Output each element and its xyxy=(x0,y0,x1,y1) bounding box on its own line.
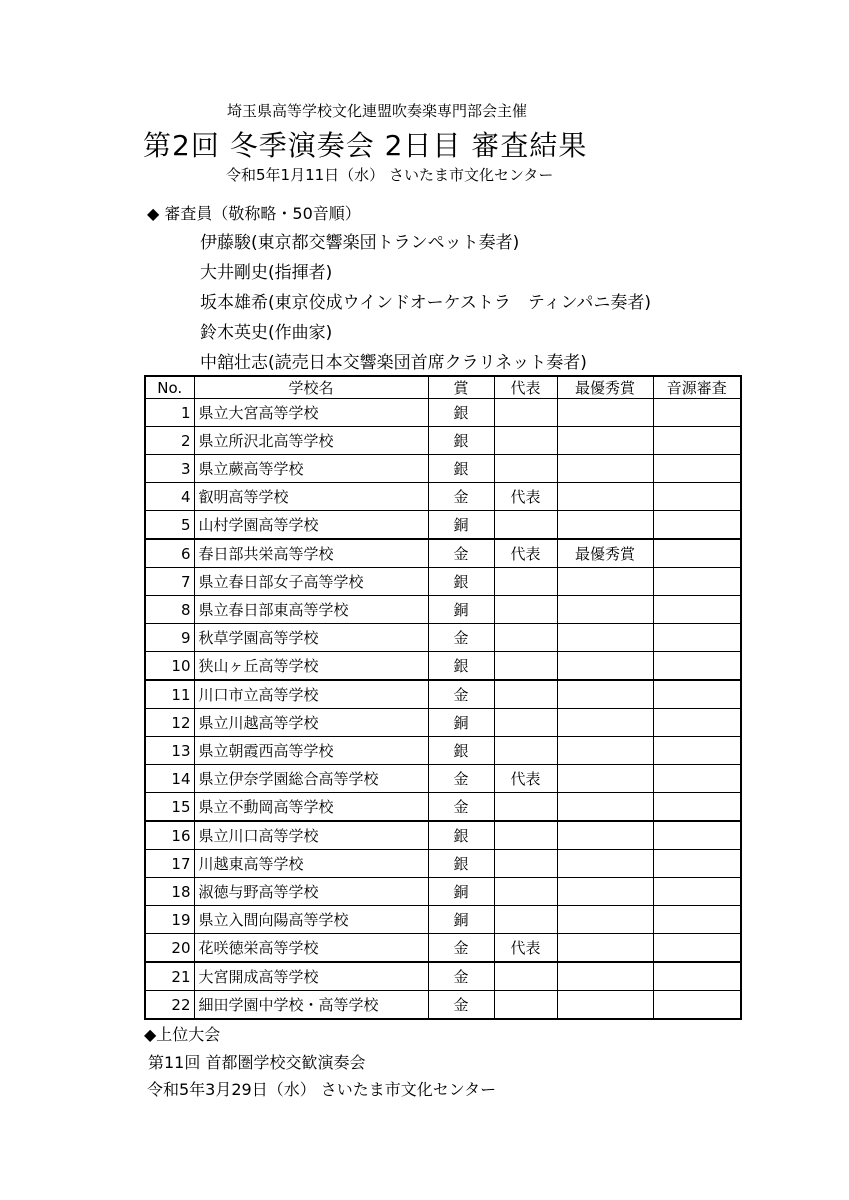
school-name: 県立入間向陽高等学校 xyxy=(194,906,428,934)
award-cell: 金 xyxy=(428,991,494,1020)
best-award-cell: 最優秀賞 xyxy=(557,539,653,568)
school-name: 細田学園中学校・高等学校 xyxy=(194,991,428,1020)
representative-cell xyxy=(494,962,557,991)
audio-review-cell xyxy=(653,511,741,540)
judge-item: 中舘壮志(読売日本交響楽団首席クラリネット奏者) xyxy=(200,353,587,373)
best-award-cell xyxy=(557,483,653,511)
award-cell: 銅 xyxy=(428,906,494,934)
best-award-cell xyxy=(557,427,653,455)
school-name: 県立不動岡高等学校 xyxy=(194,793,428,822)
best-award-cell xyxy=(557,568,653,596)
representative-cell: 代表 xyxy=(494,483,557,511)
page-title: 第2回 冬季演奏会 2日目 審査結果 xyxy=(143,129,588,162)
row-number: 14 xyxy=(145,765,194,793)
row-number: 21 xyxy=(145,962,194,991)
award-cell: 銅 xyxy=(428,511,494,540)
results-body xyxy=(145,399,741,1020)
best-award-cell xyxy=(557,596,653,624)
row-number: 12 xyxy=(145,709,194,737)
audio-review-cell xyxy=(653,991,741,1020)
award-cell: 金 xyxy=(428,793,494,822)
audio-review-cell xyxy=(653,596,741,624)
row-number: 5 xyxy=(145,511,194,540)
column-header-school: 学校名 xyxy=(194,376,428,399)
table-row xyxy=(145,483,741,511)
audio-review-cell xyxy=(653,793,741,822)
award-cell: 金 xyxy=(428,680,494,709)
audio-review-cell xyxy=(653,483,741,511)
row-number: 18 xyxy=(145,878,194,906)
table-row xyxy=(145,793,741,822)
row-number: 19 xyxy=(145,906,194,934)
award-cell: 金 xyxy=(428,765,494,793)
upper-contest-date-venue: 令和5年3月29日（水） さいたま市文化センター xyxy=(147,1080,497,1099)
best-award-cell xyxy=(557,652,653,681)
representative-cell xyxy=(494,737,557,765)
award-cell: 銀 xyxy=(428,568,494,596)
row-number: 4 xyxy=(145,483,194,511)
audio-review-cell xyxy=(653,765,741,793)
organizer-line: 埼玉県高等学校文化連盟吹奏楽専門部会主催 xyxy=(227,102,528,120)
audio-review-cell xyxy=(653,568,741,596)
audio-review-cell xyxy=(653,539,741,568)
best-award-cell xyxy=(557,991,653,1020)
best-award-cell xyxy=(557,765,653,793)
award-cell: 銀 xyxy=(428,455,494,483)
representative-cell xyxy=(494,652,557,681)
school-name: 県立川越高等学校 xyxy=(194,709,428,737)
audio-review-cell xyxy=(653,455,741,483)
best-award-cell xyxy=(557,680,653,709)
best-award-cell xyxy=(557,821,653,850)
award-cell: 銀 xyxy=(428,427,494,455)
representative-cell xyxy=(494,511,557,540)
award-cell: 銅 xyxy=(428,878,494,906)
row-number: 20 xyxy=(145,934,194,963)
best-award-cell xyxy=(557,399,653,427)
table-header-row xyxy=(145,376,741,399)
award-cell: 銀 xyxy=(428,850,494,878)
table-row xyxy=(145,624,741,652)
table-row xyxy=(145,906,741,934)
school-name: 山村学園高等学校 xyxy=(194,511,428,540)
judge-item: 伊藤駿(東京都交響楽団トランペット奏者) xyxy=(200,233,520,253)
representative-cell xyxy=(494,427,557,455)
best-award-cell xyxy=(557,906,653,934)
row-number: 8 xyxy=(145,596,194,624)
upper-contest-name: 第11回 首都圏学校交歓演奏会 xyxy=(148,1053,366,1072)
school-name: 淑徳与野高等学校 xyxy=(194,878,428,906)
award-cell: 金 xyxy=(428,962,494,991)
table-row xyxy=(145,427,741,455)
award-cell: 銀 xyxy=(428,821,494,850)
representative-cell xyxy=(494,399,557,427)
column-header-representative: 代表 xyxy=(494,376,557,399)
judge-item: 大井剛史(指揮者) xyxy=(200,263,333,283)
award-cell: 銅 xyxy=(428,596,494,624)
award-cell: 銀 xyxy=(428,737,494,765)
row-number: 22 xyxy=(145,991,194,1020)
column-header-audio: 音源審査 xyxy=(653,376,741,399)
representative-cell xyxy=(494,624,557,652)
table-row xyxy=(145,539,741,568)
school-name: 県立大宮高等学校 xyxy=(194,399,428,427)
award-cell: 銀 xyxy=(428,652,494,681)
school-name: 花咲徳栄高等学校 xyxy=(194,934,428,963)
audio-review-cell xyxy=(653,906,741,934)
representative-cell xyxy=(494,709,557,737)
school-name: 県立川口高等学校 xyxy=(194,821,428,850)
row-number: 3 xyxy=(145,455,194,483)
table-row xyxy=(145,680,741,709)
representative-cell xyxy=(494,878,557,906)
table-row xyxy=(145,765,741,793)
representative-cell xyxy=(494,596,557,624)
school-name: 秋草学園高等学校 xyxy=(194,624,428,652)
representative-cell: 代表 xyxy=(494,934,557,963)
school-name: 大宮開成高等学校 xyxy=(194,962,428,991)
judge-item: 鈴木英史(作曲家) xyxy=(200,323,333,343)
audio-review-cell xyxy=(653,850,741,878)
audio-review-cell xyxy=(653,680,741,709)
table-row xyxy=(145,511,741,540)
best-award-cell xyxy=(557,511,653,540)
row-number: 6 xyxy=(145,539,194,568)
best-award-cell xyxy=(557,850,653,878)
school-name: 県立所沢北高等学校 xyxy=(194,427,428,455)
row-number: 7 xyxy=(145,568,194,596)
row-number: 11 xyxy=(145,680,194,709)
school-name: 春日部共栄高等学校 xyxy=(194,539,428,568)
table-row xyxy=(145,455,741,483)
school-name: 県立朝霞西高等学校 xyxy=(194,737,428,765)
audio-review-cell xyxy=(653,652,741,681)
audio-review-cell xyxy=(653,399,741,427)
event-date-venue: 令和5年1月11日（水） さいたま市文化センター xyxy=(226,166,554,184)
representative-cell: 代表 xyxy=(494,765,557,793)
results-table xyxy=(144,375,742,1020)
row-number: 15 xyxy=(145,793,194,822)
table-row xyxy=(145,737,741,765)
best-award-cell xyxy=(557,455,653,483)
award-cell: 銀 xyxy=(428,399,494,427)
table-row xyxy=(145,399,741,427)
row-number: 1 xyxy=(145,399,194,427)
award-cell: 金 xyxy=(428,483,494,511)
table-row xyxy=(145,991,741,1020)
audio-review-cell xyxy=(653,878,741,906)
school-name: 県立蕨高等学校 xyxy=(194,455,428,483)
best-award-cell xyxy=(557,962,653,991)
audio-review-cell xyxy=(653,934,741,963)
representative-cell xyxy=(494,991,557,1020)
best-award-cell xyxy=(557,934,653,963)
representative-cell xyxy=(494,793,557,822)
table-row xyxy=(145,596,741,624)
award-cell: 銅 xyxy=(428,709,494,737)
audio-review-cell xyxy=(653,737,741,765)
table-row xyxy=(145,850,741,878)
school-name: 県立春日部東高等学校 xyxy=(194,596,428,624)
column-header-award: 賞 xyxy=(428,376,494,399)
school-name: 県立春日部女子高等学校 xyxy=(194,568,428,596)
representative-cell xyxy=(494,455,557,483)
school-name: 川越東高等学校 xyxy=(194,850,428,878)
school-name: 叡明高等学校 xyxy=(194,483,428,511)
table-row xyxy=(145,821,741,850)
column-header-no: No. xyxy=(145,376,194,399)
table-row xyxy=(145,962,741,991)
school-name: 県立伊奈学園総合高等学校 xyxy=(194,765,428,793)
row-number: 17 xyxy=(145,850,194,878)
representative-cell xyxy=(494,906,557,934)
judges-heading: ◆ 審査員（敬称略・50音順） xyxy=(147,204,361,223)
representative-cell: 代表 xyxy=(494,539,557,568)
representative-cell xyxy=(494,821,557,850)
row-number: 10 xyxy=(145,652,194,681)
best-award-cell xyxy=(557,624,653,652)
best-award-cell xyxy=(557,793,653,822)
best-award-cell xyxy=(557,878,653,906)
table-row xyxy=(145,652,741,681)
representative-cell xyxy=(494,680,557,709)
audio-review-cell xyxy=(653,709,741,737)
audio-review-cell xyxy=(653,821,741,850)
audio-review-cell xyxy=(653,962,741,991)
audio-review-cell xyxy=(653,624,741,652)
best-award-cell xyxy=(557,737,653,765)
row-number: 13 xyxy=(145,737,194,765)
award-cell: 金 xyxy=(428,624,494,652)
table-row xyxy=(145,568,741,596)
award-cell: 金 xyxy=(428,539,494,568)
row-number: 2 xyxy=(145,427,194,455)
table-row xyxy=(145,709,741,737)
row-number: 16 xyxy=(145,821,194,850)
audio-review-cell xyxy=(653,427,741,455)
table-row xyxy=(145,878,741,906)
table-row xyxy=(145,934,741,963)
upper-contest-heading: ◆上位大会 xyxy=(144,1025,221,1044)
representative-cell xyxy=(494,568,557,596)
award-cell: 金 xyxy=(428,934,494,963)
representative-cell xyxy=(494,850,557,878)
school-name: 川口市立高等学校 xyxy=(194,680,428,709)
judge-item: 坂本雄希(東京佼成ウインドオーケストラ ティンパニ奏者) xyxy=(200,293,652,313)
column-header-best: 最優秀賞 xyxy=(557,376,653,399)
school-name: 狭山ヶ丘高等学校 xyxy=(194,652,428,681)
row-number: 9 xyxy=(145,624,194,652)
best-award-cell xyxy=(557,709,653,737)
